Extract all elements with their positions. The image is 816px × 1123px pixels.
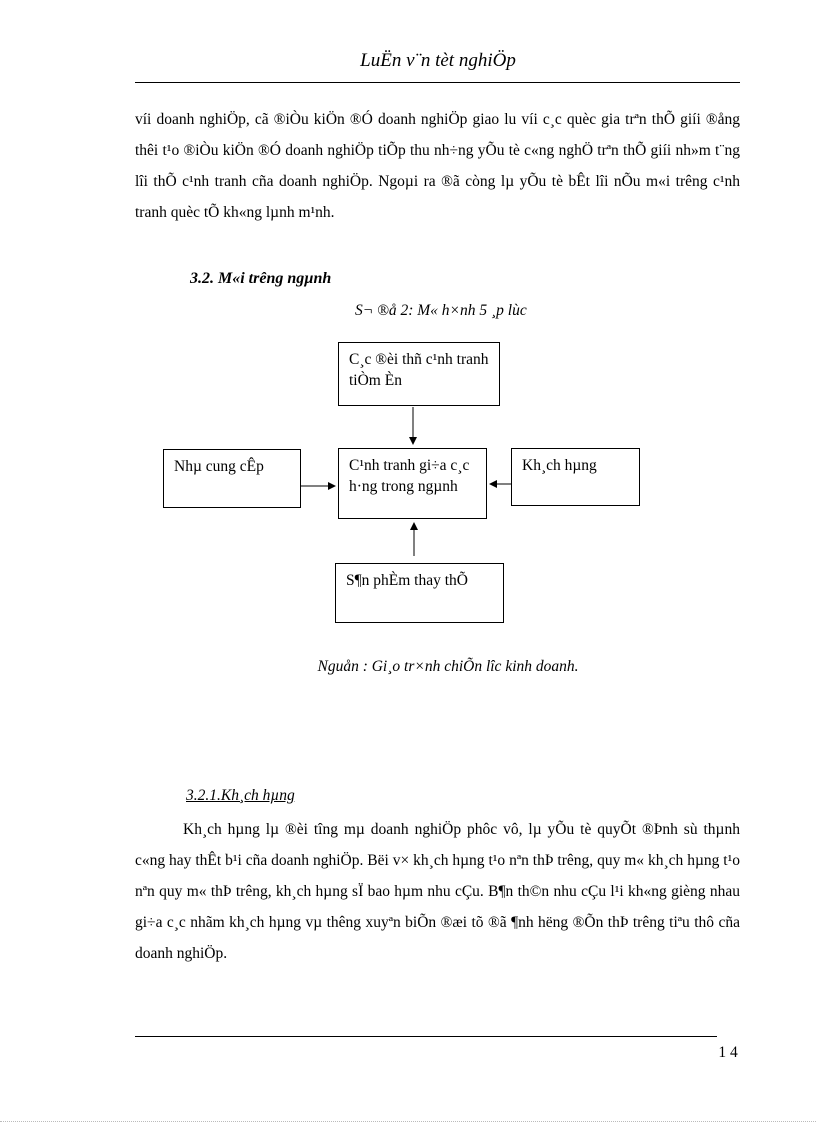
diagram-box-suppliers: Nhµ cung cÊp (163, 449, 301, 508)
diagram-caption: S¬ ®å 2: M« h×nh 5 ¸p lùc (355, 302, 527, 319)
page-edge (0, 1121, 816, 1122)
diagram-box-industry-rivalry: C¹nh tranh gi÷a c¸c h·ng trong ngµnh (338, 448, 487, 519)
diagram-box-potential-competitors: C¸c ®èi thñ c¹nh tranh tiÒm Èn (338, 342, 500, 406)
diagram-box-customers: Kh¸ch hµng (511, 448, 640, 506)
diagram-source-note: Nguån : Gi¸o tr×nh chiÕn lîc kinh doanh. (317, 658, 579, 675)
paragraph-intro: víi doanh nghiÖp, cã ®iÒu kiÖn ®Ó doanh nghiÖp giao lu víi c¸c quèc gia trªn thÕ giíi ®ång thêi t¹o ®iÒu kiÖn ®Ó doanh nghiÖp tiÕp thu nh÷ng yÕu tè c«ng nghÖ trªn thÕ giíi nh»m t¨ng lîi thÕ c¹nh tranh cña doanh nghiÖp. Ngoµi ra ®ã còng lµ yÕu tè bÊt lîi nÕu m«i trêng c¹nh tranh quèc tÕ kh«ng lµnh m¹nh. (135, 111, 740, 221)
subsection-heading: 3.2.1.Kh¸ch hµng (186, 787, 295, 804)
diagram-box-substitutes: S¶n phÈm thay thÕ (335, 563, 504, 623)
section-heading: 3.2. M«i trêng ngµnh (190, 270, 332, 287)
paragraph-customers: Kh¸ch hµng lµ ®èi tîng mµ doanh nghiÖp phôc vô, lµ yÕu tè quyÕt ®Þnh sù thµnh c«ng hay thÊt b¹i cña doanh nghiÖp. Bëi v× kh¸ch hµng t¹o nªn thÞ trêng, quy m« kh¸ch hµng t¹o nªn quy m« thÞ trêng, kh¸ch hµng sÏ bao hµm nhu cÇu. B¶n th©n nhu cÇu l¹i kh«ng gièng nhau gi÷a c¸c nhãm kh¸ch hµng vµ thêng xuyªn biÕn ®æi tõ ®ã ¶nh hëng ®Õn thÞ trêng tiªu thô cña doanh nghiÖp. (135, 821, 740, 962)
page-number: 1 4 (718, 1044, 738, 1061)
running-header: LuËn v¨n tèt nghiÖp (360, 50, 516, 71)
footer-divider (135, 1036, 717, 1037)
